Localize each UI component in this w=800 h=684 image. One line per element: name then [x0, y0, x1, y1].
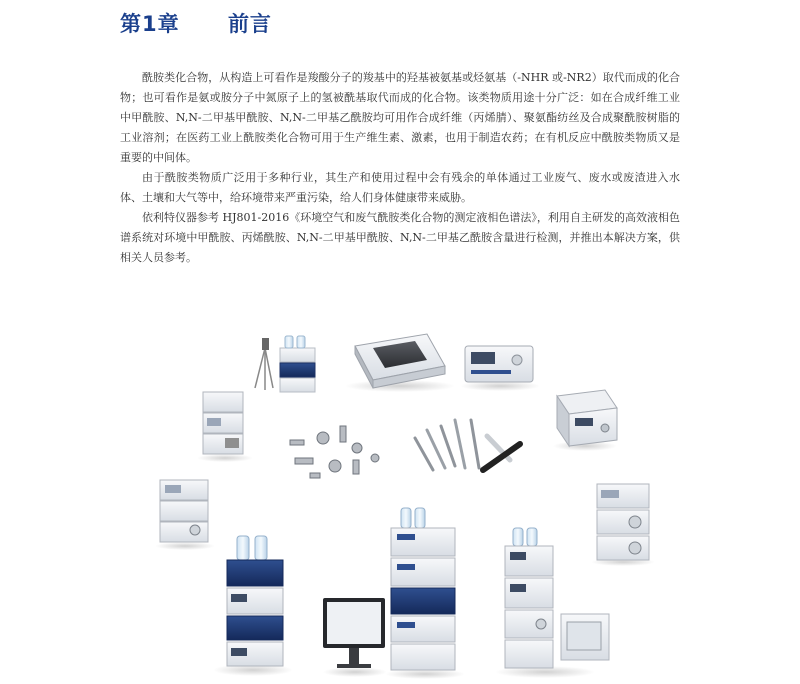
tripod-hplc-unit [255, 336, 315, 392]
hplc-system-blue [213, 536, 293, 676]
chapter-heading [120, 8, 272, 38]
computer-monitor [323, 598, 387, 677]
hplc-stack-left-upper [197, 392, 253, 462]
hplc-stack-right [591, 484, 655, 566]
hplc-stack-left-lower [155, 480, 215, 550]
fittings-parts [290, 426, 379, 478]
hplc-system-tall [385, 508, 465, 679]
chapter-number: 第1章 [120, 12, 180, 36]
spectrophotometer [345, 334, 455, 392]
instrument-collage [115, 308, 685, 680]
paragraph-2: 由于酰胺类物质广泛用于多种行业，其生产和使用过程中会有残余的单体通过工业废气、废水或废渣进入水体、土壤和大气等中，给环境带来严重污染，给人们身体健康带来威胁。 [120, 171, 680, 204]
pump-module [553, 390, 617, 451]
paragraph-1: 酰胺类化合物，从构造上可看作是羧酸分子的羧基中的羟基被氨基或烃氨基（-NHR 或-NR2）取代而成的化合物；也可看作是氨或胺分子中氮原子上的氢被酰基取代而成的化合物。该类物质用途十分广泛：如在合成纤维工业中甲酰胺、N,N-二甲基甲酰胺、N,N-二甲基乙酰胺均可用作合成纤维（丙烯腈）、聚氨酯纺丝及合成聚酰胺树脂的工业溶剂；在医药工业上酰胺类化合物可用于生产维生素、激素，也用于制造农药；在有机反应中酰胺类物质又是重要的中间体。 [120, 71, 680, 164]
detector-module [460, 346, 540, 391]
instrument-collage-drawing [115, 308, 685, 680]
hplc-system-right [495, 528, 609, 678]
paragraph-3: 依利特仪器参考 HJ801-2016《环境空气和废气酰胺类化合物的测定液相色谱法》，利用自主研发的高效液相色谱系统对环境中甲酰胺、丙烯酰胺、N,N-二甲基甲酰胺、N,N-二甲基乙酰胺含量进行检测，并推出本解决方案，供相关人员参考。 [120, 211, 680, 264]
intro-text [120, 68, 680, 268]
chromatography-columns [415, 420, 520, 470]
chapter-title: 前言 [227, 12, 272, 36]
